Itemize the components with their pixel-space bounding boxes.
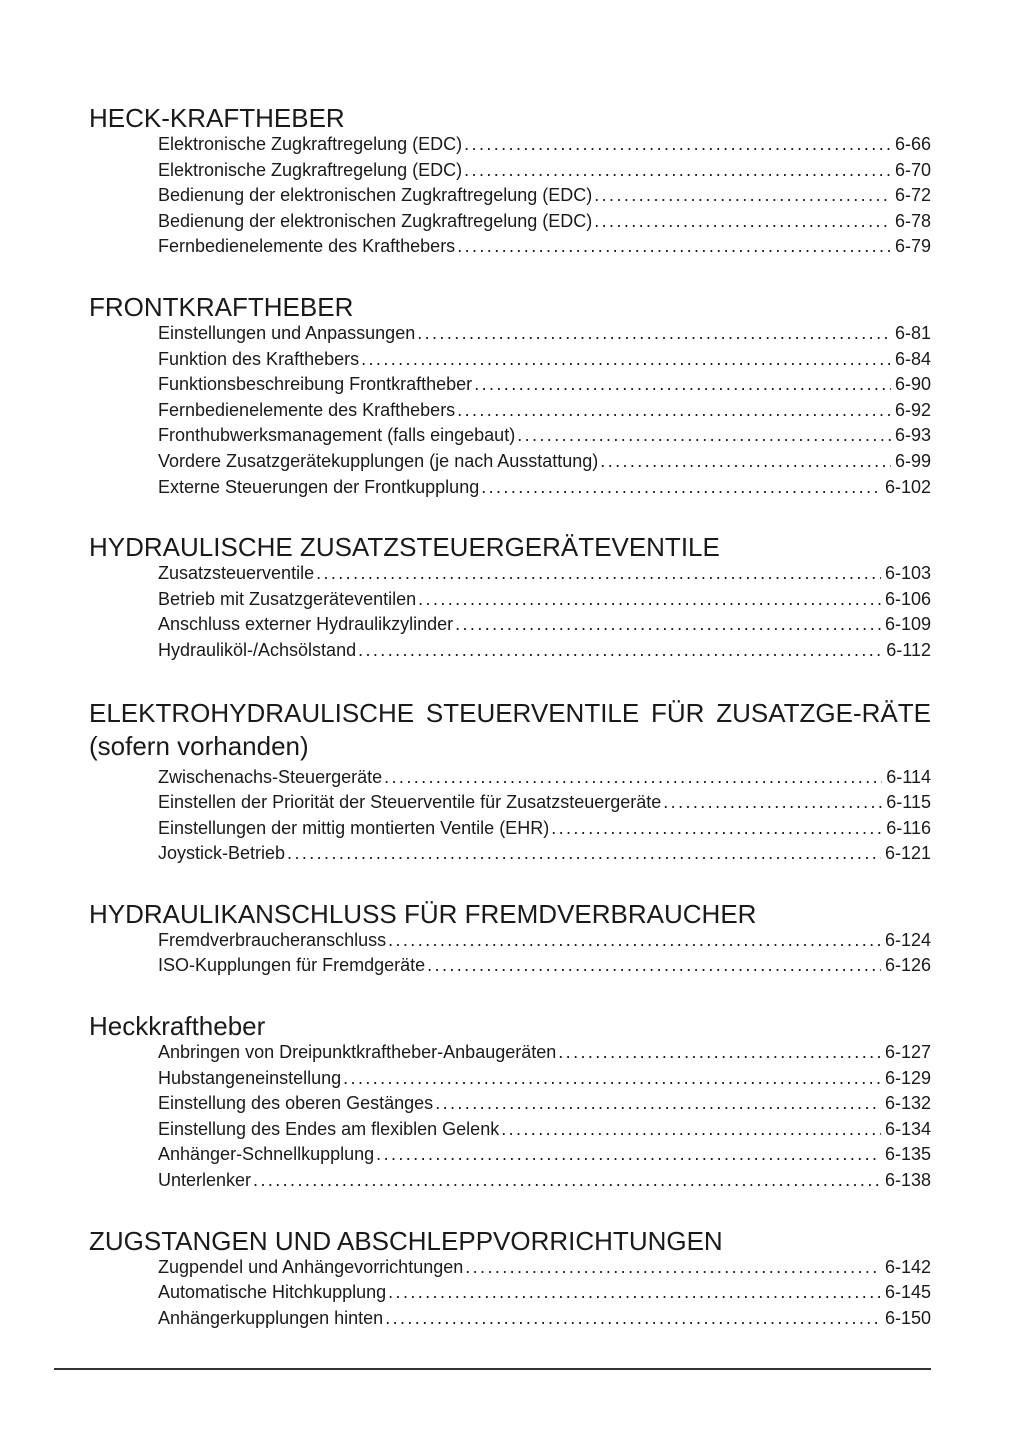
entry-label: Hydrauliköl-/Achsölstand: [158, 639, 357, 660]
entry-page: 6-129: [884, 1067, 931, 1088]
leader-dots: [457, 398, 891, 424]
section-entries: [158, 132, 931, 260]
toc-entry[interactable]: [158, 1306, 931, 1332]
entry-page: 6-127: [884, 1042, 931, 1063]
leader-dots: [358, 638, 882, 664]
toc-entry[interactable]: [158, 587, 931, 613]
entry-label: Anschluss externer Hydraulikzylinder: [158, 614, 454, 635]
section-title: Heckkraftheber: [89, 1011, 266, 1042]
entry-label: Funktionsbeschreibung Frontkraftheber: [158, 374, 473, 395]
leader-dots: [501, 1117, 881, 1143]
entry-label: Fremdverbraucheranschluss: [158, 929, 387, 950]
leader-dots: [481, 475, 881, 501]
entry-page: 6-78: [894, 210, 931, 231]
entry-label: Bedienung der elektronischen Zugkraftregelung (EDC): [158, 185, 593, 206]
section-entries: [158, 1040, 931, 1194]
entry-label: Einstellung des oberen Gestänges: [158, 1093, 434, 1114]
leader-dots: [418, 587, 881, 613]
toc-entry[interactable]: [158, 475, 931, 501]
leader-dots: [417, 321, 891, 347]
toc-section: [89, 1012, 931, 1194]
entry-page: 6-93: [894, 425, 931, 446]
entry-label: Elektronische Zugkraftregelung (EDC): [158, 134, 463, 154]
leader-dots: [455, 612, 881, 638]
toc-entry[interactable]: [158, 1117, 931, 1143]
toc-entry[interactable]: [158, 638, 931, 664]
entry-label: Fronthubwerksmanagement (falls eingebaut): [158, 425, 516, 446]
leader-dots: [384, 765, 882, 791]
toc-entry[interactable]: [158, 928, 931, 954]
toc-entry[interactable]: [158, 841, 931, 867]
leader-dots: [457, 234, 891, 260]
leader-dots: [594, 209, 891, 235]
entry-page: 6-126: [884, 955, 931, 976]
toc-entry[interactable]: [158, 423, 931, 449]
entry-label: Zwischenachs-Steuergeräte: [158, 766, 383, 787]
section-title: HECK-KRAFTHEBER: [89, 103, 345, 133]
entry-label: Bedienung der elektronischen Zugkraftregelung (EDC): [158, 210, 593, 231]
toc-entry[interactable]: [158, 398, 931, 424]
entry-page: 6-145: [884, 1282, 931, 1303]
entry-page: 6-79: [894, 236, 931, 257]
leader-dots: [600, 449, 891, 475]
section-title: HYDRAULISCHE ZUSATZSTEUERGERÄTEVENTILE: [89, 532, 720, 563]
leader-dots: [253, 1168, 881, 1194]
leader-dots: [464, 158, 891, 184]
entry-label: Anhänger-Schnellkupplung: [158, 1144, 375, 1165]
toc-entry[interactable]: [158, 1255, 931, 1281]
toc-entry[interactable]: [158, 209, 931, 235]
toc-entry[interactable]: [158, 612, 931, 638]
leader-dots: [663, 790, 882, 816]
section-entries: [158, 928, 931, 979]
entry-label: Einstellungen der mittig montierten Ventile (EHR): [158, 817, 550, 838]
toc-entry[interactable]: [158, 132, 931, 158]
entry-label: Fernbedienelemente des Krafthebers: [158, 236, 456, 257]
toc-entry[interactable]: [158, 561, 931, 587]
leader-dots: [376, 1142, 881, 1168]
entry-page: 6-115: [886, 792, 931, 813]
entry-label: Zugpendel und Anhängevorrichtungen: [158, 1256, 464, 1277]
toc-entry[interactable]: [158, 449, 931, 475]
entry-page: 6-103: [884, 563, 931, 584]
leader-dots: [385, 1306, 881, 1332]
section-title: FRONTKRAFTHEBER: [89, 291, 354, 322]
entry-label: Unterlenker: [158, 1170, 252, 1191]
toc-entry[interactable]: [158, 183, 931, 209]
leader-dots: [316, 561, 881, 587]
entry-label: Automatische Hitchkupplung: [158, 1282, 387, 1303]
leader-dots: [427, 953, 881, 979]
entry-page: 6-124: [884, 929, 931, 950]
entry-label: Betrieb mit Zusatzgeräteventilen: [158, 588, 417, 609]
leader-dots: [435, 1091, 881, 1117]
toc-entry[interactable]: [158, 321, 931, 347]
entry-label: Funktion des Krafthebers: [158, 348, 360, 369]
entry-label: Einstellungen und Anpassungen: [158, 322, 416, 343]
section-entries: [158, 765, 931, 867]
entry-label: Fernbedienelemente des Krafthebers: [158, 399, 456, 420]
entry-label: Vordere Zusatzgerätekupplungen (je nach Ausstattung): [158, 450, 599, 471]
entry-page: 6-150: [884, 1307, 931, 1328]
leader-dots: [388, 1280, 881, 1306]
entry-page: 6-84: [894, 348, 931, 369]
entry-label: Anhängerkupplungen hinten: [158, 1307, 384, 1328]
toc-entry[interactable]: [158, 234, 931, 260]
entry-page: 6-102: [884, 476, 931, 497]
entry-page: 6-66: [894, 134, 931, 154]
entry-page: 6-81: [894, 322, 931, 343]
entry-page: 6-138: [884, 1170, 931, 1191]
entry-label: Anbringen von Dreipunktkraftheber-Anbaugeräten: [158, 1042, 557, 1063]
leader-dots: [361, 347, 891, 373]
toc-entry[interactable]: [158, 1142, 931, 1168]
entry-page: 6-90: [894, 374, 931, 395]
entry-label: ISO-Kupplungen für Fremdgeräte: [158, 955, 426, 976]
leader-dots: [558, 1040, 881, 1066]
entry-page: 6-70: [894, 159, 931, 180]
section-title: ELEKTROHYDRAULISCHE STEUERVENTILE FÜR ZUSATZGE-RÄTE (sofern vorhanden): [89, 697, 931, 761]
section-entries: [158, 561, 931, 663]
toc-section: [89, 1227, 931, 1332]
toc-entry[interactable]: [158, 158, 931, 184]
toc-entry[interactable]: [158, 1066, 931, 1092]
toc-section: [89, 900, 931, 979]
toc-section: [89, 697, 931, 867]
entry-page: 6-112: [886, 639, 931, 660]
section-entries: [158, 1255, 931, 1332]
entry-page: 6-109: [884, 614, 931, 635]
entry-label: Einstellung des Endes am flexiblen Gelenk: [158, 1118, 500, 1139]
leader-dots: [474, 372, 891, 398]
toc-entry[interactable]: [158, 1168, 931, 1194]
entry-page: 6-121: [884, 843, 931, 864]
entry-page: 6-106: [884, 588, 931, 609]
leader-dots: [287, 841, 881, 867]
entry-page: 6-99: [894, 450, 931, 471]
leader-dots: [465, 1255, 881, 1281]
entry-page: 6-116: [886, 817, 931, 838]
toc-entry[interactable]: [158, 1040, 931, 1066]
section-title: ZUGSTANGEN UND ABSCHLEPPVORRICHTUNGEN: [89, 1225, 723, 1256]
toc-section: [89, 104, 931, 260]
entry-page: 6-135: [884, 1144, 931, 1165]
toc-section: [89, 293, 931, 500]
leader-dots: [343, 1066, 881, 1092]
leader-dots: [594, 183, 891, 209]
entry-page: 6-142: [884, 1256, 931, 1277]
entry-label: Joystick-Betrieb: [158, 843, 286, 864]
entry-page: 6-92: [894, 399, 931, 420]
section-title: HYDRAULIKANSCHLUSS FÜR FREMDVERBRAUCHER: [89, 898, 757, 929]
toc-section: [89, 533, 931, 663]
entry-page: 6-72: [894, 185, 931, 206]
entry-page: 6-114: [886, 766, 931, 787]
entry-page: 6-132: [884, 1093, 931, 1114]
entry-label: Hubstangeneinstellung: [158, 1067, 342, 1088]
table-of-contents: [89, 104, 931, 1331]
toc-entry[interactable]: [158, 953, 931, 979]
entry-label: Zusatzsteuerventile: [158, 563, 315, 584]
toc-entry[interactable]: [158, 765, 931, 791]
section-entries: [158, 321, 931, 500]
toc-entry[interactable]: [158, 347, 931, 373]
entry-label: Elektronische Zugkraftregelung (EDC): [158, 159, 463, 180]
entry-label: Externe Steuerungen der Frontkupplung: [158, 476, 480, 497]
entry-page: 6-134: [884, 1118, 931, 1139]
toc-entry[interactable]: [158, 1091, 931, 1117]
leader-dots: [551, 816, 882, 842]
footer-rule: [54, 1368, 931, 1370]
toc-entry[interactable]: [158, 816, 931, 842]
leader-dots: [464, 132, 891, 158]
leader-dots: [517, 423, 891, 449]
leader-dots: [388, 928, 881, 954]
toc-entry[interactable]: [158, 790, 931, 816]
entry-label: Einstellen der Priorität der Steuerventile für Zusatzsteuergeräte: [158, 792, 662, 813]
toc-entry[interactable]: [158, 1280, 931, 1306]
toc-entry[interactable]: [158, 372, 931, 398]
